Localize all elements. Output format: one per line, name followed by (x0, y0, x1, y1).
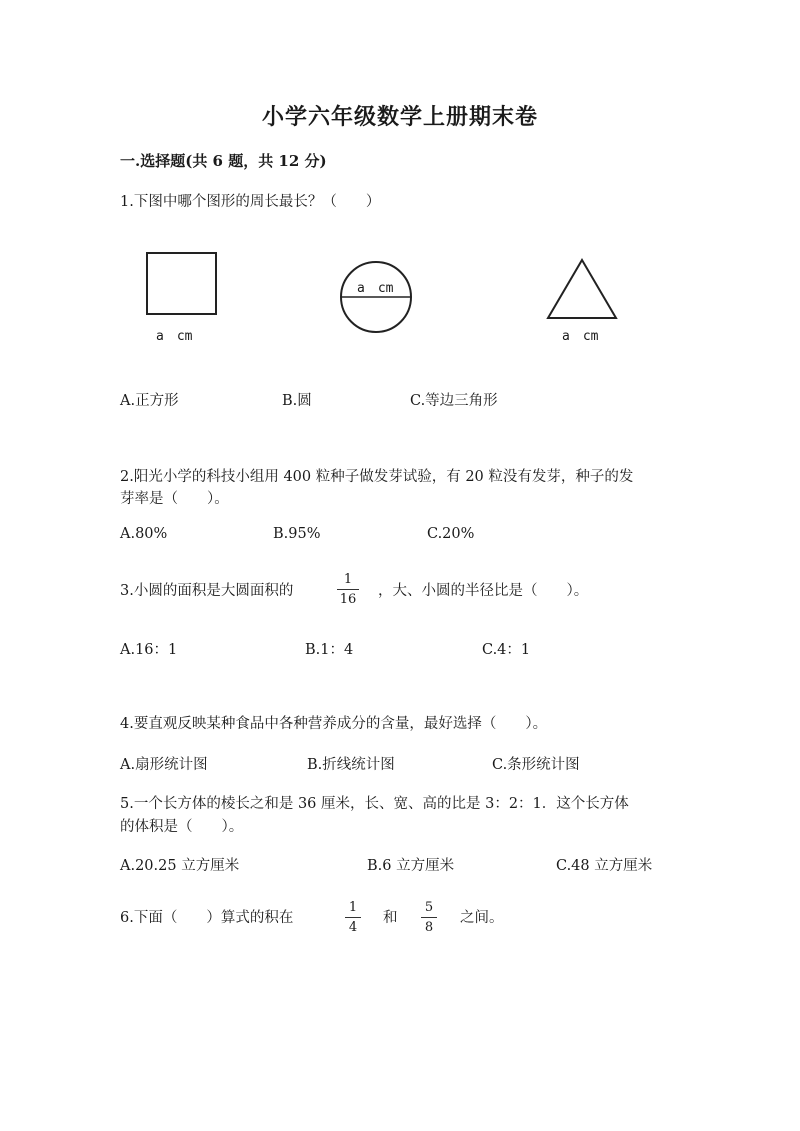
q1-option-b[interactable]: B.圆 (282, 393, 312, 409)
section-heading: 一.选择题(共 6 题，共 12 分) (120, 152, 327, 170)
q6-fraction-2 (421, 901, 437, 934)
q3-fraction (337, 573, 359, 606)
q3-option-a[interactable]: A.16：1 (120, 642, 178, 658)
q5-option-b[interactable]: B.6 立方厘米 (367, 858, 455, 874)
q6-fraction-2-denominator: 8 (424, 920, 434, 935)
circle-label: a cm (357, 281, 394, 296)
question-6-prefix: 6.下面（ ）算式的积在 (120, 910, 294, 926)
q6-fraction-1-denominator: 4 (348, 920, 358, 935)
q5-option-c[interactable]: C.48 立方厘米 (556, 858, 653, 874)
q6-fraction-1 (345, 901, 361, 934)
q3-option-b[interactable]: B.1：4 (305, 642, 354, 658)
circle-figure (339, 260, 413, 334)
q4-option-b[interactable]: B.折线统计图 (307, 757, 395, 773)
question-3-suffix: ，大、小圆的半径比是（ ）。 (378, 583, 589, 599)
question-5-line-2: 的体积是（ ）。 (120, 819, 244, 835)
square-figure (146, 252, 218, 316)
page-title: 小学六年级数学上册期末卷 (261, 104, 538, 130)
q6-fraction-2-numerator: 5 (424, 900, 434, 915)
q3-fraction-denominator: 16 (339, 592, 357, 607)
q1-option-a[interactable]: A.正方形 (120, 393, 179, 409)
triangle-label: a cm (562, 329, 599, 344)
q2-option-a[interactable]: A.80% (120, 526, 168, 542)
question-5-line-1: 5.一个长方体的棱长之和是 36 厘米，长、宽、高的比是 3：2：1．这个长方体 (120, 796, 629, 812)
triangle-figure (546, 258, 618, 320)
question-3-prefix: 3.小圆的面积是大圆面积的 (120, 583, 294, 599)
q2-option-b[interactable]: B.95% (273, 526, 321, 542)
question-6-suffix: 之间。 (460, 910, 504, 926)
question-2-line-1: 2.阳光小学的科技小组用 400 粒种子做发芽试验，有 20 粒没有发芽，种子的发 (120, 469, 634, 485)
question-2-line-2: 芽率是（ ）。 (120, 491, 229, 507)
q3-fraction-numerator: 1 (343, 572, 353, 587)
question-4-text: 4.要直观反映某种食品中各种营养成分的含量，最好选择（ ）。 (120, 716, 548, 732)
q4-option-a[interactable]: A.扇形统计图 (120, 757, 208, 773)
q3-option-c[interactable]: C.4：1 (482, 642, 531, 658)
q5-option-a[interactable]: A.20.25 立方厘米 (120, 858, 240, 874)
question-6-middle: 和 (383, 910, 398, 926)
square-label: a cm (156, 329, 193, 344)
q1-option-c[interactable]: C.等边三角形 (410, 393, 498, 409)
question-1-text: 1.下图中哪个图形的周长最长？（ ） (120, 194, 381, 210)
q4-option-c[interactable]: C.条形统计图 (492, 757, 580, 773)
q6-fraction-1-numerator: 1 (348, 900, 358, 915)
q2-option-c[interactable]: C.20% (427, 526, 475, 542)
